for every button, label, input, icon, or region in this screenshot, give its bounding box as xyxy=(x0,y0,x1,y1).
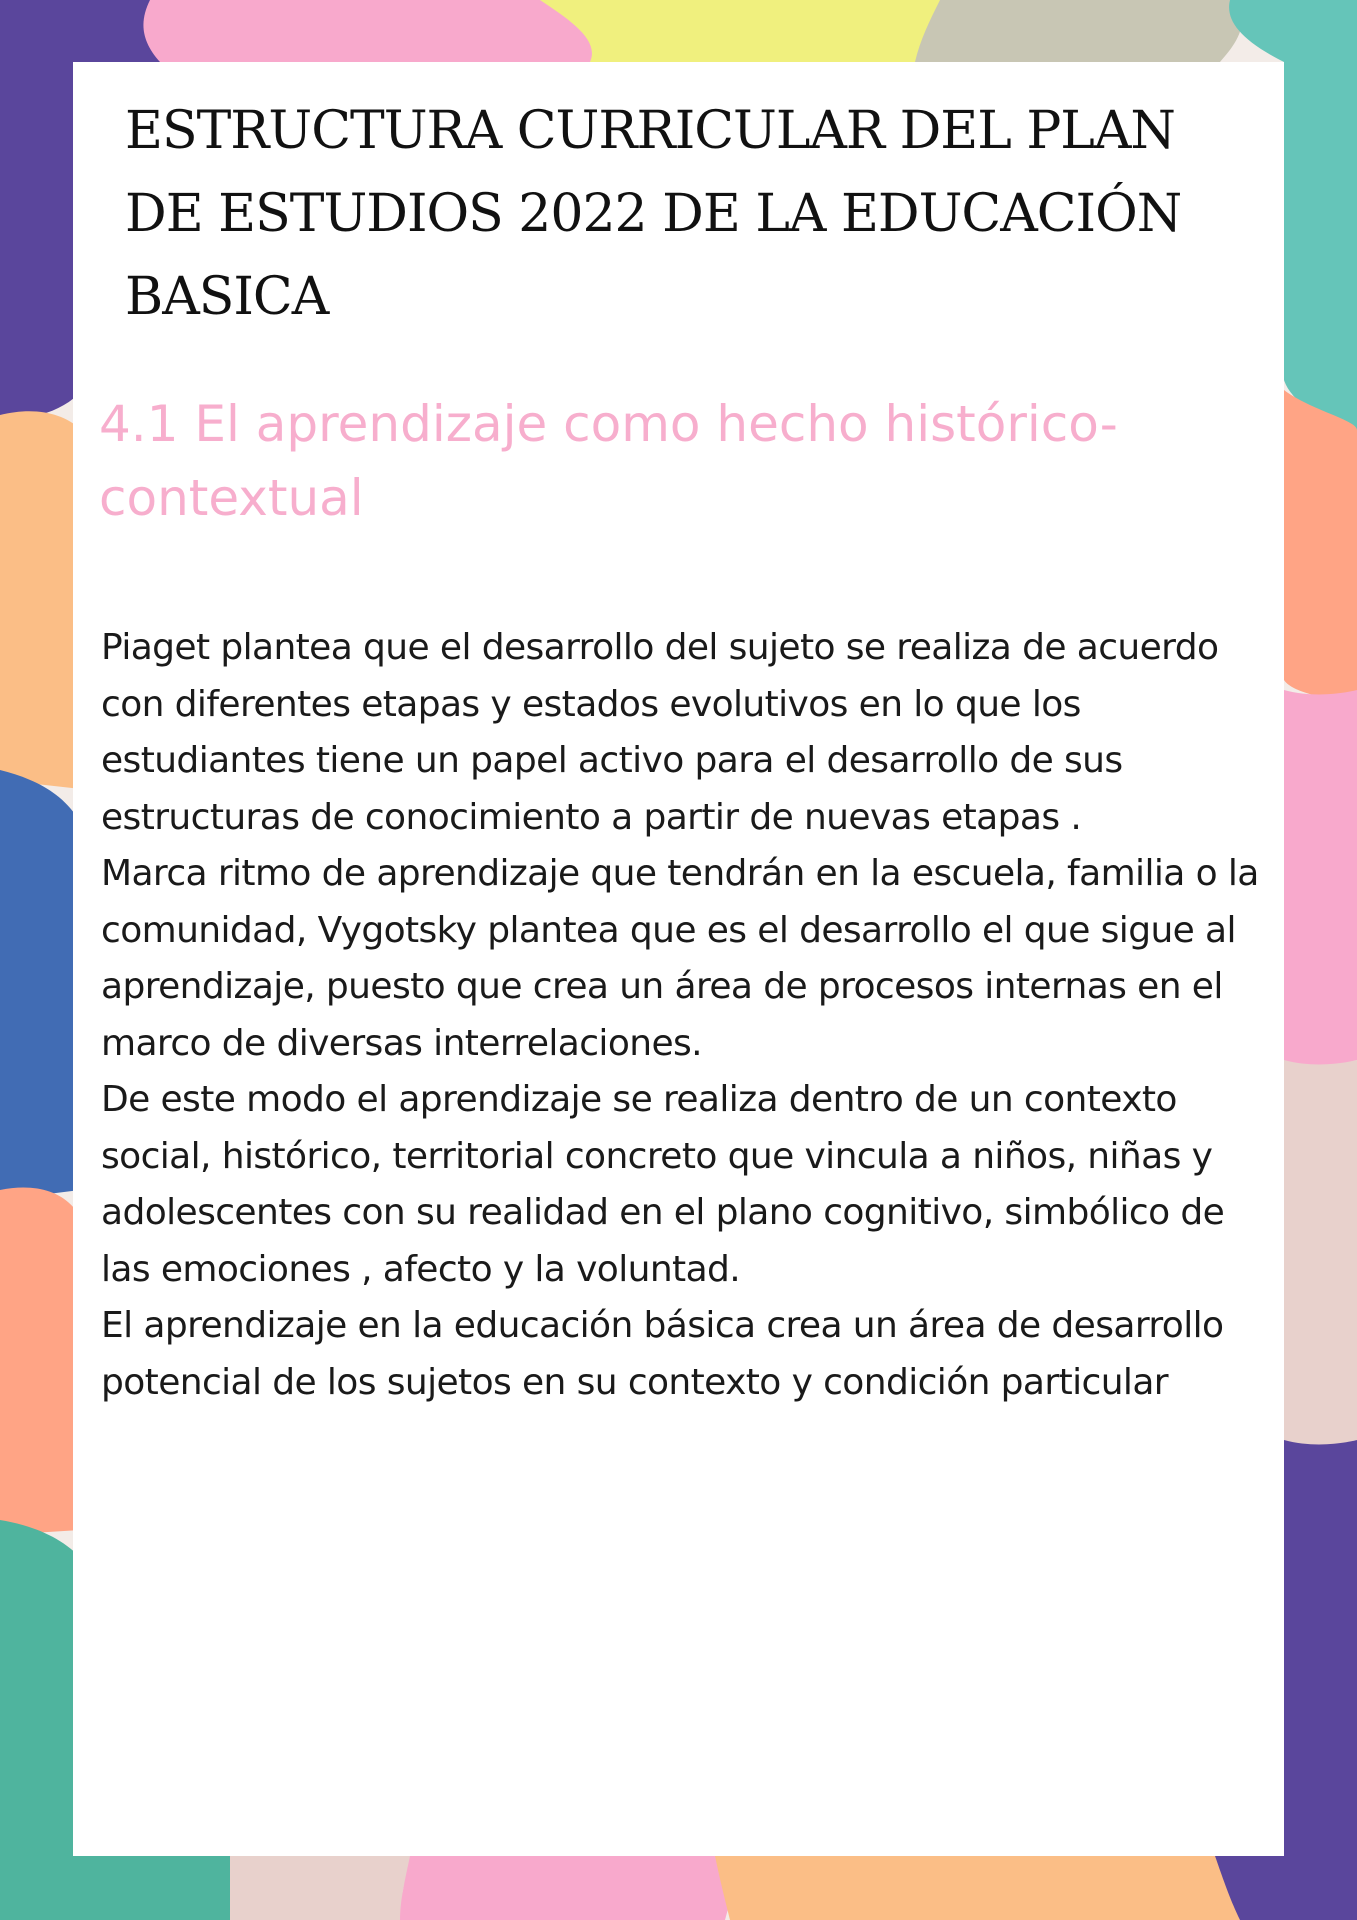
section-heading: 4.1 El aprendizaje como hecho histórico-contextual xyxy=(99,395,1118,527)
paragraph-context: De este modo el aprendizaje se realiza dentro de un contexto social, histórico, territorial concreto que vincula a niños, niñas y adolescentes con su realidad en el plano cognitivo, simbólico de las emociones , afecto y la voluntad. xyxy=(101,1079,1225,1290)
body-text xyxy=(101,620,1266,1411)
paragraph-basic-education: El aprendizaje en la educación básica crea un área de desarrollo potencial de los sujetos en su contexto y condición particular xyxy=(101,1305,1224,1403)
blush-blob-right xyxy=(1284,1060,1357,1448)
paragraph-piaget: Piaget plantea que el desarrollo del sujeto se realiza de acuerdo con diferentes etapas y estados evolutivos en lo que los estudiantes tiene un papel activo para el desarrollo de sus estructuras de conocimiento a partir de nuevas etapas . xyxy=(101,627,1219,838)
pink-blob-right xyxy=(1284,690,1357,1068)
content-card xyxy=(73,62,1284,1856)
blush-blob-bottom xyxy=(230,1856,420,1920)
pink-blob-top xyxy=(143,0,593,62)
peach-blob-bottom xyxy=(715,1856,1240,1920)
pink-blob-bottom xyxy=(400,1856,732,1920)
salmon-blob-right xyxy=(1284,390,1357,700)
yellow-blob-top xyxy=(540,0,950,62)
document-title: ESTRUCTURA CURRICULAR DEL PLAN DE ESTUDIOS 2022 DE LA EDUCACIÓN BASICA xyxy=(125,101,1182,327)
paragraph-vygotsky: Marca ritmo de aprendizaje que tendrán en la escuela, familia o la comunidad, Vygotsky plantea que es el desarrollo el que sigue al aprendizaje, puesto que crea un área de procesos internas en el marco de diversas interrelaciones. xyxy=(101,853,1259,1064)
taupe-blob-top xyxy=(915,0,1243,62)
